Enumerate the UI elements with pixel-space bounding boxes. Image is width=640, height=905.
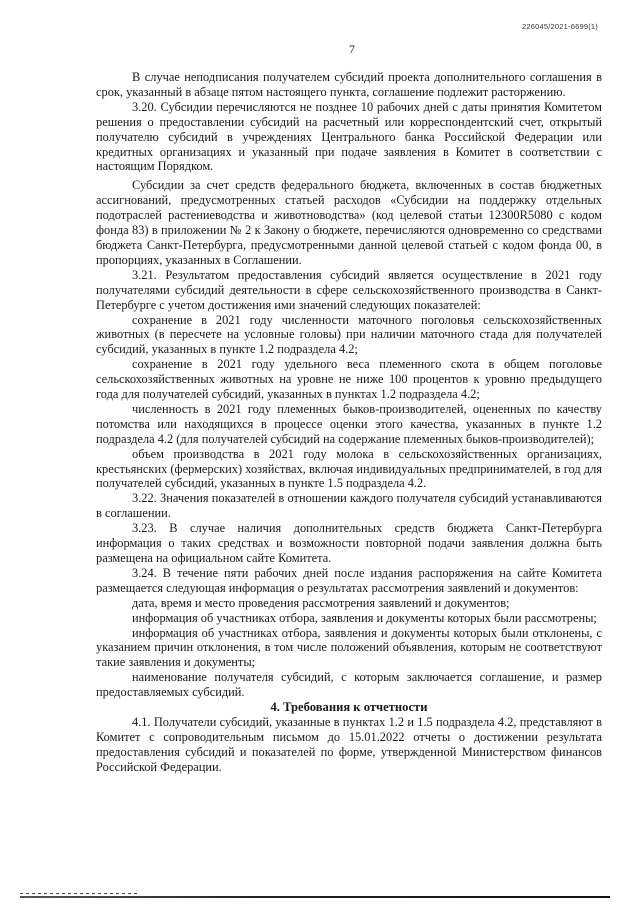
paragraph: 3.20. Субсидии перечисляются не позднее 10 рабочих дней с даты принятия Комитетом решения о предоставлении субсидий на расчетный или корреспондентский счет, открытый получателю субсидий в учреждениях Центрального банка Российской Федерации или кредитных организациях и указанный при подаче заявления в Комитет в соответствии с настоящим Порядком.: [96, 99, 602, 174]
page-number: 7: [349, 42, 355, 56]
document-id: 226045/2021-6699(1): [522, 22, 598, 31]
scan-bottom-border: [20, 896, 610, 898]
paragraph: 3.24. В течение пяти рабочих дней после издания распоряжения на сайте Комитета размещается следующая информация о результатах рассмотрения заявлений и документов:: [96, 565, 602, 595]
scan-edge-mark: [20, 893, 140, 894]
paragraph: 3.23. В случае наличия дополнительных средств бюджета Санкт-Петербурга информация о таких средствах и возможности повторной подачи заявления должна быть размещена на официальном сайте Комитета.: [96, 521, 602, 565]
paragraph: информация об участниках отбора, заявления и документы которых были отклонены, с указанием причин отклонения, в том числе положений объявления, которым не соответствуют такие заявления и документы;: [96, 625, 602, 670]
paragraph: информация об участниках отбора, заявления и документы которых были рассмотрены;: [132, 610, 597, 625]
paragraph: Субсидии за счет средств федерального бюджета, включенных в состав бюджетных ассигнований, предусмотренных статьей расходов «Субсидии на поддержку отдельных подотраслей растениеводства и животноводства» (код целевой статьи 12300R5080 с кодом фонда 83) в приложении № 2 к Закону о бюджете, перечисляются одновременно со средствами бюджета Санкт-Петербурга, предусмотренными данной целевой статьей с кодом фонда 00, в пропорциях, указанных в Соглашении.: [96, 178, 602, 267]
paragraph: 3.21. Результатом предоставления субсидий является осуществление в 2021 году получателями субсидий деятельности в сфере сельскохозяйственного производства в Санкт-Петербурге с учетом достижения ими значений следующих показателей:: [96, 267, 602, 312]
section-title: 4. Требования к отчетности: [270, 700, 428, 715]
paragraph: 3.22. Значения показателей в отношении каждого получателя субсидий устанавливаются в соглашении.: [96, 491, 602, 521]
document-body: [96, 70, 602, 775]
paragraph: численность в 2021 году племенных быков-производителей, оцененных по качеству потомства или находящихся в процессе оценки этого качества, указанных в пункте 1.2 подраздела 4.2 (для получателей субсидий на содержание племенных быков-производителей);: [96, 401, 602, 446]
paragraph: дата, время и место проведения рассмотрения заявлений и документов;: [132, 595, 510, 610]
paragraph: сохранение в 2021 году удельного веса племенного скота в общем поголовье сельскохозяйственных животных на уровне не ниже 100 процентов к уровню предыдущего года для получателей субсидий, указанных в пунктах 1.2 подраздела 4.2;: [96, 357, 602, 402]
paragraph: объем производства в 2021 году молока в сельскохозяйственных организациях, крестьянских (фермерских) хозяйствах, включая индивидуальных предпринимателей, в год для получателей субсидий, указанных в пункте 1.5 подраздела 4.2.: [96, 446, 602, 491]
paragraph: сохранение в 2021 году численности маточного поголовья сельскохозяйственных животных (в пересчете на условные головы) при наличии маточного стада для получателей субсидий, указанных в пункте 1.2 подраздела 4.2;: [96, 312, 602, 357]
paragraph: 4.1. Получатели субсидий, указанные в пунктах 1.2 и 1.5 подраздела 4.2, представляют в Комитет с сопроводительным письмом до 15.01.2022 отчеты о достижении результата предоставления субсидий и показателей по форме, утвержденной Министерством финансов Российской Федерации.: [96, 714, 602, 774]
paragraph: наименование получателя субсидий, с которым заключается соглашение, и размер предоставляемых субсидий.: [96, 670, 602, 700]
paragraph: В случае неподписания получателем субсидий проекта дополнительного соглашения в срок, указанный в абзаце пятом настоящего пункта, соглашение подлежит расторжению.: [96, 70, 602, 99]
